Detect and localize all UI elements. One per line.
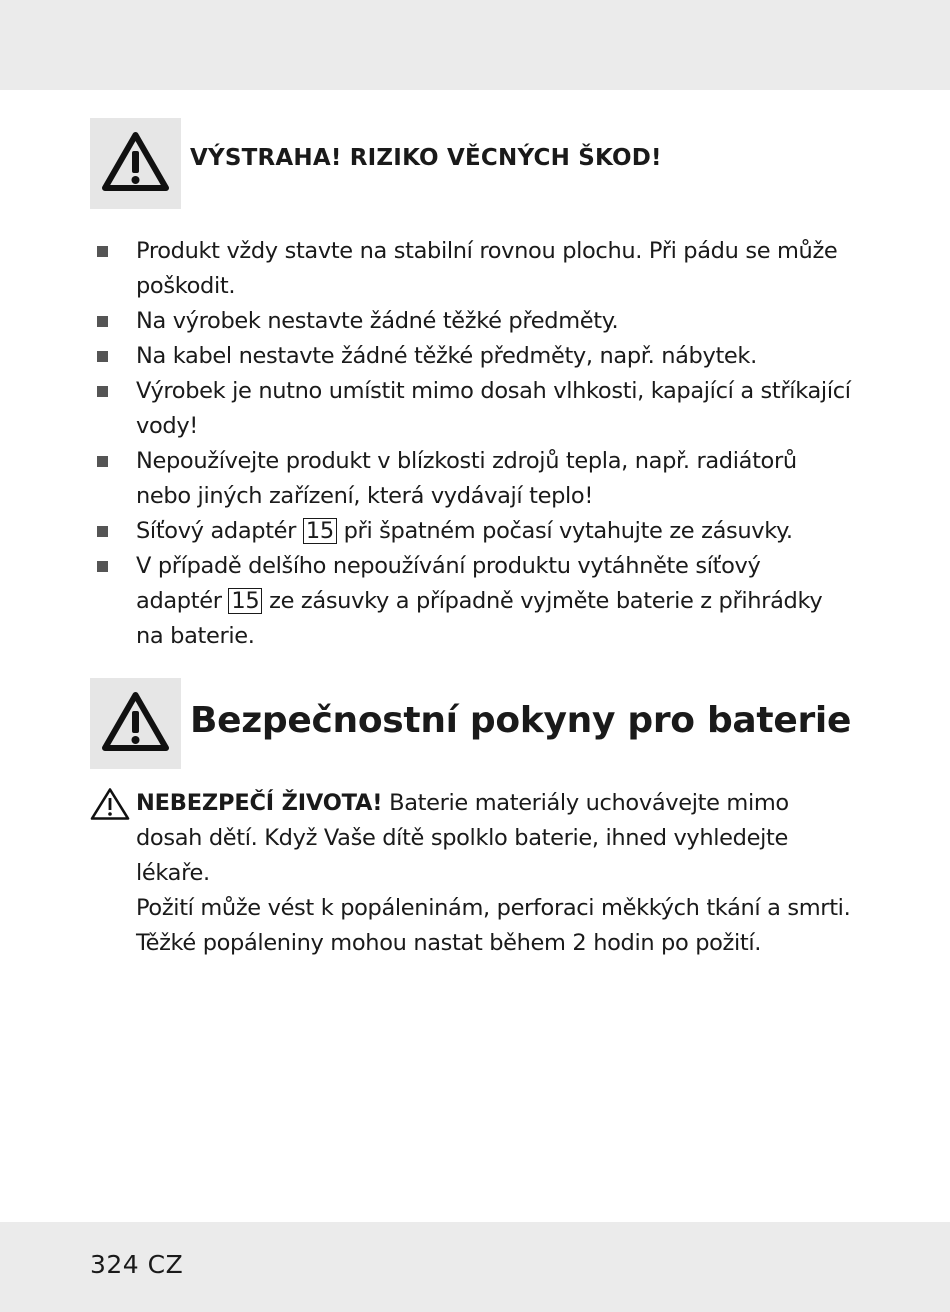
- danger-label: NEBEZPEČÍ ŽIVOTA!: [136, 790, 383, 816]
- bullet-square-icon: [97, 351, 108, 362]
- list-item-line: Na kabel nestavte žádné těžké předměty, např. nábytek.: [136, 343, 757, 369]
- list-item-line: poškodit.: [136, 273, 236, 299]
- bullet-square-icon: [97, 316, 108, 327]
- warning-icon-box: [90, 118, 181, 209]
- list-item-line: V případě delšího nepoužívání produktu vytáhněte síťový: [136, 553, 761, 579]
- danger-warning-block: [90, 786, 870, 961]
- section-icon-box: [90, 678, 181, 769]
- warning-triangle-icon: [101, 691, 170, 753]
- danger-text-line: Požití může vést k popáleninám, perforaci měkkých tkání a smrti.: [136, 895, 851, 921]
- list-item-line: [136, 514, 850, 549]
- danger-text-line: Těžké popáleniny mohou nastat během 2 hodin po požití.: [136, 930, 762, 956]
- text-segment: ze zásuvky a případně vyjměte baterie z přihrádky: [262, 588, 823, 614]
- list-item-line: Produkt vždy stavte na stabilní rovnou plochu. Při pádu se může: [136, 238, 838, 264]
- bullet-square-icon: [97, 526, 108, 537]
- warning-title: VÝSTRAHA! RIZIKO VĚCNÝCH ŠKOD!: [190, 145, 662, 171]
- list-item: [90, 549, 850, 654]
- list-item-line: na baterie.: [136, 623, 255, 649]
- bullet-square-icon: [97, 561, 108, 572]
- bullet-square-icon: [97, 456, 108, 467]
- top-margin-band: [0, 0, 950, 90]
- list-item-line: Výrobek je nutno umístit mimo dosah vlhkosti, kapající a stříkající: [136, 378, 851, 404]
- list-item-line: Nepoužívejte produkt v blízkosti zdrojů tepla, např. radiátorů: [136, 448, 797, 474]
- bullet-square-icon: [97, 246, 108, 257]
- bullet-square-icon: [97, 386, 108, 397]
- list-item: [90, 234, 850, 304]
- list-item: [90, 374, 850, 444]
- list-item: [90, 304, 850, 339]
- text-segment: při špatném počasí vytahujte ze zásuvky.: [336, 518, 793, 544]
- warning-triangle-icon: [101, 131, 170, 193]
- part-reference-number: 15: [303, 518, 337, 544]
- list-item-line: Na výrobek nestavte žádné těžké předměty.: [136, 308, 619, 334]
- list-item-line: [136, 584, 850, 619]
- text-segment: adaptér: [136, 588, 229, 614]
- section-title: Bezpečnostní pokyny pro baterie: [190, 700, 852, 741]
- list-item: [90, 444, 850, 514]
- danger-text-line: lékaře.: [136, 860, 210, 886]
- part-reference-number: 15: [228, 588, 262, 614]
- list-item-line: nebo jiných zařízení, která vydávají teplo!: [136, 483, 594, 509]
- list-item-line: vody!: [136, 413, 198, 439]
- text-segment: Síťový adaptér: [136, 518, 303, 544]
- page-number: 324 CZ: [90, 1250, 184, 1279]
- danger-text-line: [90, 786, 870, 821]
- danger-text-line: dosah dětí. Když Vaše dítě spolklo baterie, ihned vyhledejte: [136, 825, 788, 851]
- list-item: [90, 339, 850, 374]
- text-segment: Baterie materiály uchovávejte mimo: [382, 790, 789, 816]
- list-item: [90, 514, 850, 549]
- small-warning-triangle-icon: [90, 787, 130, 821]
- safety-bullet-list: [90, 234, 850, 654]
